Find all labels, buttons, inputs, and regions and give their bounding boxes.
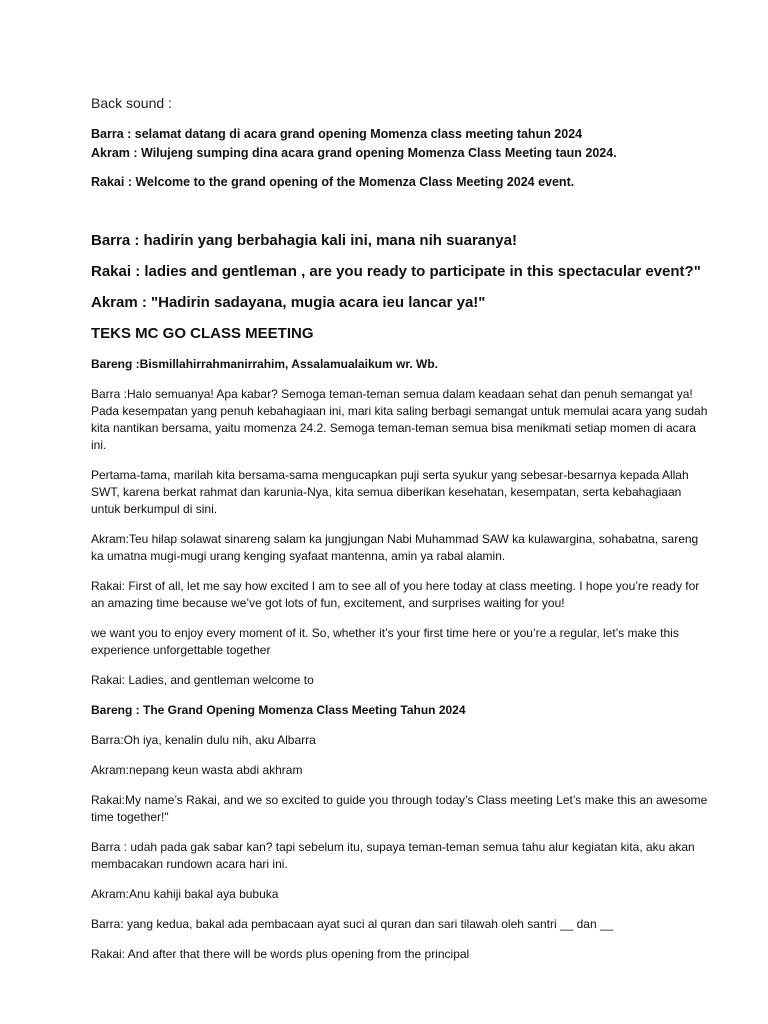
script-pertama-paragraph: Pertama-tama, marilah kita bersama-sama mengucapkan puji serta syukur yang sebesar-besarnya kepada Allah SWT, karena berkat rahmat dan karunia-Nya, kita semua diberikan kesehatan, kesempatan, serta kebahagiaan untuk berkumpul di sini. [91, 468, 689, 516]
callout-barra-line: Barra : hadirin yang berbahagia kali ini, mana nih suaranya! [91, 232, 517, 249]
script-rakai-line-2: Rakai: Ladies, and gentleman welcome to [91, 673, 314, 687]
script-barra-line-3: Barra : udah pada gak sabar kan? tapi sebelum itu, supaya teman-teman semua tahu alur kegiatan kita, aku akan membacakan rundown acara hari ini. [91, 840, 695, 871]
intro-akram-line: Akram : Wilujeng sumping dina acara grand opening Momenza Class Meeting taun 2024. [91, 146, 617, 160]
intro-barra-line: Barra : selamat datang di acara grand opening Momenza class meeting tahun 2024 [91, 127, 583, 141]
callout-rakai-line: Rakai : ladies and gentleman , are you ready to participate in this spectacular event?" [91, 263, 701, 280]
script-rakai-line-1: Rakai: First of all, let me say how excited I am to see all of you here today at class meeting. I hope you’re ready for an amazing time because we’ve got lots of fun, excitement, and surprises waiting for you! [91, 579, 700, 610]
back-sound-label: Back sound : [91, 95, 172, 111]
script-akram-line-3: Akram:Anu kahiji bakal aya bubuka [91, 887, 279, 901]
script-akram-line-2: Akram:nepang keun wasta abdi akhram [91, 763, 303, 777]
script-barra-line-4: Barra: yang kedua, bakal ada pembacaan ayat suci al quran dan sari tilawah oleh santri __ dan __ [91, 917, 614, 931]
script-rakai-line-4: Rakai: And after that there will be words plus opening from the principal [91, 947, 470, 961]
script-barra-line-2: Barra:Oh iya, kenalin dulu nih, aku Albarra [91, 733, 316, 747]
script-barra-line-1: Barra :Halo semuanya! Apa kabar? Semoga teman-teman semua dalam keadaan sehat dan penuh semangat ya! Pada kesempatan yang penuh kebahagiaan ini, mari kita saling berbagi semangat untuk memulai acara yang sudah kita nantikan bersama, yaitu momenza 24.2. Semoga teman-teman semua bisa menikmati setiap momen di acara ini. [91, 387, 708, 452]
script-enjoy-paragraph: we want you to enjoy every moment of it. So, whether it’s your first time here or you’re a regular, let’s make this experience unforgettable together [91, 626, 679, 657]
section-heading: TEKS MC GO CLASS MEETING [91, 325, 314, 342]
intro-rakai-line: Rakai : Welcome to the grand opening of the Momenza Class Meeting 2024 event. [91, 175, 575, 189]
script-akram-line-1: Akram:Teu hilap solawat sinareng salam ka jungjungan Nabi Muhammad SAW ka kulawargina, sohabatna, sareng ka umatna mugi-mugi urang kenging syafaat mantenna, amin ya rabal alamin. [91, 532, 699, 563]
script-bareng-line-2: Bareng : The Grand Opening Momenza Class Meeting Tahun 2024 [91, 703, 466, 717]
script-bareng-line-1: Bareng :Bismillahirrahmanirrahim, Assalamualaikum wr. Wb. [91, 357, 438, 371]
script-rakai-line-3: Rakai:My name’s Rakai, and we so excited to guide you through today’s Class meeting Let’s make this an awesome time together!" [91, 793, 708, 824]
callout-akram-line: Akram : "Hadirin sadayana, mugia acara ieu lancar ya!" [91, 294, 486, 311]
